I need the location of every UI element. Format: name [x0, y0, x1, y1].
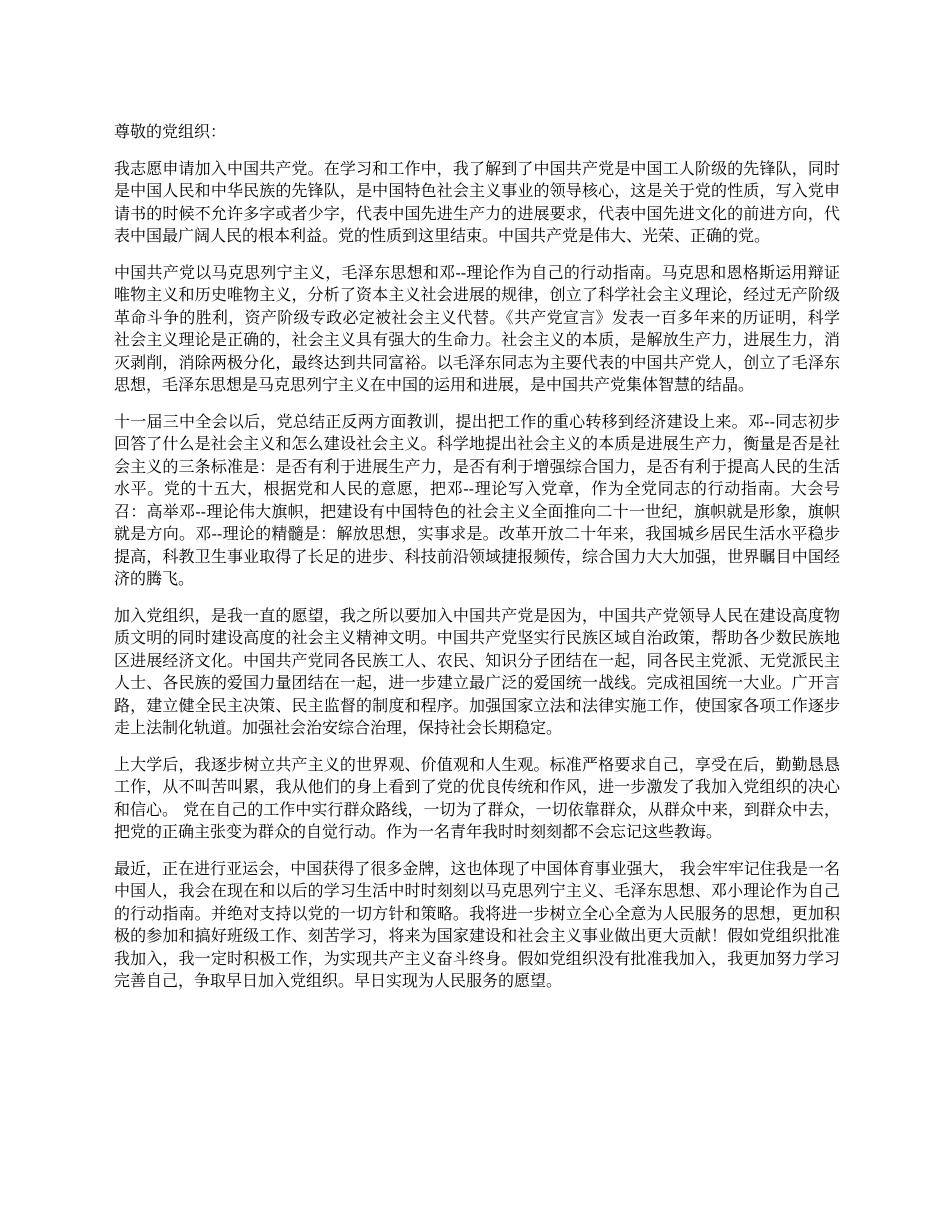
document-page: [114, 121, 840, 1007]
paragraph-5: 上大学后，我逐步树立共产主义的世界观、价值观和人生观。标准严格要求自己，享受在后，勤勤恳恳工作，从不叫苦叫累，我从他们的身上看到了党的优良传统和作风，进一步激发了我加入党组织的决心和信心。 党在自己的工作中实行群众路线，一切为了群众，一切依靠群众，从群众中来，到群众中去，把党的正确主张变为群众的自觉行动。作为一名青年我时时刻刻都不会忘记这些教诲。: [114, 754, 840, 841]
paragraph-2: 中国共产党以马克思列宁主义，毛泽东思想和邓--理论作为自己的行动指南。马克思和恩格斯运用辩证唯物主义和历史唯物主义，分析了资本主义社会进展的规律，创立了科学社会主义理论，经过无产阶级革命斗争的胜利，资产阶级专政必定被社会主义代替。《共产党宣言》发表一百多年来的历证明，科学社会主义理论是正确的，社会主义具有强大的生命力。社会主义的本质，是解放生产力，进展生力，消灭剥削，消除两极分化，最终达到共同富裕。以毛泽东同志为主要代表的中国共产党人，创立了毛泽东思想，毛泽东思想是马克思列宁主义在中国的运用和进展，是中国共产党集体智慧的结晶。: [114, 262, 840, 394]
paragraph-6: 最近，正在进行亚运会，中国获得了很多金牌，这也体现了中国体育事业强大， 我会牢牢记住我是一名中国人，我会在现在和以后的学习生活中时时刻刻以马克思列宁主义、毛泽东思想、邓小理论作为自己的行动指南。并绝对支持以党的一切方针和策略。我将进一步树立全心全意为人民服务的思想，更加积极的参加和搞好班级工作、刻苦学习，将来为国家建设和社会主义事业做出更大贡献！假如党组织批准我加入，我一定时积极工作，为实现共产主义奋斗终身。假如党组织没有批准我加入，我更加努力学习完善自己，争取早日加入党组织。早日实现为人民服务的愿望。: [114, 858, 840, 990]
paragraph-3: 十一届三中全会以后，党总结正反两方面教训，提出把工作的重心转移到经济建设上来。邓--同志初步回答了什么是社会主义和怎么建设社会主义。科学地提出社会主义的本质是进展生产力，衡量是否是社会主义的三条标准是：是否有利于进展生产力，是否有利于增强综合国力，是否有利于提高人民的生活水平。党的十五大，根据党和人民的意愿，把邓--理论写入党章，作为全党同志的行动指南。大会号召：高举邓--理论伟大旗帜，把建设有中国特色的社会主义全面推向二十一世纪，旗帜就是形象，旗帜就是方向。邓--理论的精髓是：解放思想，实事求是。改革开放二十年来，我国城乡居民生活水平稳步提高，科教卫生事业取得了长足的进步、科技前沿领域捷报频传，综合国力大大加强，世界瞩目中国经济的腾飞。: [114, 411, 840, 588]
paragraph-1: 我志愿申请加入中国共产党。在学习和工作中，我了解到了中国共产党是中国工人阶级的先锋队，同时是中国人民和中华民族的先锋队，是中国特色社会主义事业的领导核心，这是关于党的性质，写入党申请书的时候不允许多字或者少字，代表中国先进生产力的进展要求，代表中国先进文化的前进方向，代表中国最广阔人民的根本利益。党的性质到这里结束。中国共产党是伟大、光荣、正确的党。: [114, 158, 840, 245]
salutation: 尊敬的党组织：: [114, 122, 227, 141]
paragraph-4: 加入党组织，是我一直的愿望，我之所以要加入中国共产党是因为，中国共产党领导人民在建设高度物质文明的同时建设高度的社会主义精神文明。中国共产党坚实行民族区域自治政策，帮助各少数民族地区进展经济文化。中国共产党同各民族工人、农民、知识分子团结在一起，同各民主党派、无党派民主人士、各民族的爱国力量团结在一起，进一步建立最广泛的爱国统一战线。完成祖国统一大业。广开言路，建立健全民主决策、民主监督的制度和程序。加强国家立法和法律实施工作，使国家各项工作逐步走上法制化轨道。加强社会治安综合治理，保持社会长期稳定。: [114, 605, 840, 737]
